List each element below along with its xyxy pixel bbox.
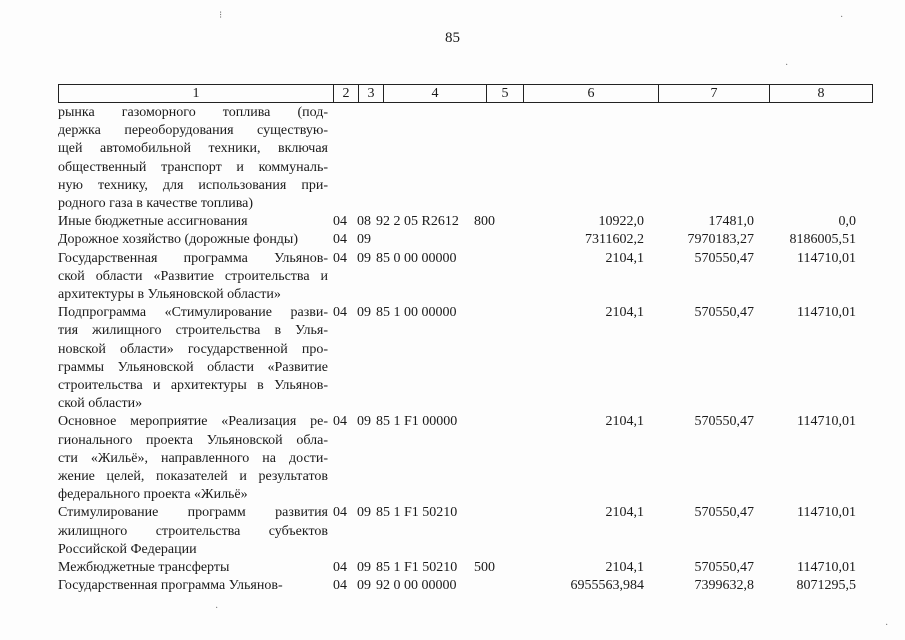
row-description: [58, 250, 328, 305]
cell-c2: 04: [333, 305, 347, 321]
cell-c7: 570550,47: [694, 505, 754, 521]
cell-c6: 2104,1: [605, 250, 644, 266]
cell-c8: 0,0: [838, 214, 856, 230]
table-row: [58, 504, 856, 559]
cell-c4: 85 1 F1 50210: [376, 560, 458, 576]
cell-c7: [644, 104, 754, 213]
cell-c4: 85 1 F1 00000: [376, 414, 458, 430]
description-line: рынка газоморного топлива (под-: [58, 105, 328, 120]
description-line: архитектуры в Ульяновской области»: [58, 287, 281, 303]
cell-c7: 570550,47: [694, 414, 754, 430]
description-line: ную технику, для использования при-: [58, 177, 328, 193]
column-header-7: 7: [659, 85, 770, 103]
description-line: новской области» государственной про-: [58, 341, 328, 357]
column-header-3: 3: [359, 85, 384, 103]
cell-c8: 114710,01: [797, 414, 856, 430]
description-line: общественный транспорт и коммуналь-: [58, 159, 328, 175]
cell-c2: 04: [333, 250, 347, 266]
description-line: Подпрограмма «Стимулирование разви-: [58, 305, 328, 321]
cell-c2: 04: [333, 214, 347, 230]
budget-table: [58, 104, 856, 595]
description-line: сти «Жильё», направленного на дости-: [58, 450, 328, 466]
cell-c3: [352, 104, 376, 213]
cell-c4: 85 0 00 00000: [376, 250, 457, 266]
cell-c5: [474, 504, 510, 559]
cell-c6: 2104,1: [605, 414, 644, 430]
cell-c2: 04: [333, 505, 347, 521]
cell-c7: 570550,47: [694, 250, 754, 266]
cell-c5: [474, 577, 510, 595]
cell-c6: 2104,1: [605, 505, 644, 521]
cell-c5: [474, 104, 510, 213]
table-row: [58, 104, 856, 213]
description-line: держка переоборудования существую-: [58, 123, 328, 139]
cell-c8: 114710,01: [797, 505, 856, 521]
description-line: родного газа в качестве топлива): [58, 196, 254, 212]
row-description: [58, 231, 328, 249]
description-line: жение целей, показателей и результатов: [58, 469, 328, 485]
description-line: Государственная программа Ульянов-: [58, 250, 328, 266]
table-row: [58, 577, 856, 595]
description-line: щей автомобильной техники, включая: [58, 141, 328, 157]
table-row: [58, 231, 856, 249]
cell-c2: 04: [333, 578, 347, 594]
column-header-4: 4: [384, 85, 487, 103]
cell-c3: 09: [357, 232, 371, 248]
cell-c2: 04: [333, 414, 347, 430]
cell-c7: 7399632,8: [694, 578, 754, 594]
cell-c5: [474, 413, 510, 504]
description-line: граммы Ульяновской области «Развитие: [58, 359, 328, 375]
description-line: ской области «Развитие строительства и: [58, 268, 328, 284]
row-description: [58, 413, 328, 504]
description-line: тия жилищного строительства в Улья-: [58, 323, 328, 339]
table-row: [58, 304, 856, 413]
cell-c8: [754, 104, 856, 213]
scan-speck: ·: [885, 620, 889, 631]
description-line: Межбюджетные трансферты: [58, 560, 230, 576]
description-line: строительства и архитектуры в Ульянов-: [58, 378, 328, 394]
column-header-row: [59, 85, 873, 103]
cell-c5: [474, 304, 510, 413]
row-description: [58, 213, 328, 231]
cell-c4: 92 0 00 00000: [376, 578, 457, 594]
description-line: жилищного строительства субъектов: [58, 523, 328, 539]
table-row: [58, 213, 856, 231]
column-header-1: 1: [59, 85, 334, 103]
cell-c4: [376, 104, 474, 213]
cell-c5: 500: [474, 560, 495, 576]
cell-c7: 570550,47: [694, 305, 754, 321]
description-line: Стимулирование программ развития: [58, 505, 328, 521]
cell-c4: 85 1 F1 50210: [376, 505, 458, 521]
cell-c2: 04: [333, 232, 347, 248]
description-line: ской области»: [58, 396, 143, 412]
cell-c8: 8186005,51: [789, 232, 856, 248]
cell-c3: 08: [357, 214, 371, 230]
description-line: Российской Федерации: [58, 541, 197, 557]
scan-speck: ⁝: [219, 10, 223, 21]
scan-speck: ·: [785, 60, 789, 71]
row-description: [58, 504, 328, 559]
cell-c3: 09: [357, 250, 371, 266]
description-line: Основное мероприятие «Реализация ре-: [58, 414, 328, 430]
column-header-5: 5: [487, 85, 524, 103]
cell-c8: 114710,01: [797, 560, 856, 576]
table-row: [58, 413, 856, 504]
row-description: [58, 104, 328, 213]
row-description: [58, 559, 328, 577]
cell-c2: [328, 104, 352, 213]
cell-c7: 570550,47: [694, 560, 754, 576]
cell-c5: [474, 250, 510, 305]
column-header-8: 8: [770, 85, 873, 103]
cell-c3: 09: [357, 560, 371, 576]
cell-c8: 8071295,5: [796, 578, 856, 594]
cell-c8: 114710,01: [797, 250, 856, 266]
table-row: [58, 559, 856, 577]
cell-c4: 85 1 00 00000: [376, 305, 457, 321]
cell-c7: 7970183,27: [687, 232, 754, 248]
cell-c7: 17481,0: [708, 214, 754, 230]
description-line: Дорожное хозяйство (дорожные фонды): [58, 232, 299, 248]
scan-speck: ·: [840, 12, 844, 23]
cell-c3: 09: [357, 505, 371, 521]
cell-c6: 7311602,2: [585, 232, 644, 248]
description-line: Иные бюджетные ассигнования: [58, 214, 248, 230]
cell-c6: [510, 104, 644, 213]
cell-c3: 09: [357, 305, 371, 321]
cell-c8: 114710,01: [797, 305, 856, 321]
description-line: федерального проекта «Жильё»: [58, 487, 248, 503]
scan-speck: ·: [215, 603, 219, 614]
column-header-2: 2: [334, 85, 359, 103]
table-row: [58, 250, 856, 305]
cell-c6: 2104,1: [605, 560, 644, 576]
cell-c5: [474, 231, 510, 249]
cell-c3: 09: [357, 414, 371, 430]
cell-c6: 2104,1: [605, 305, 644, 321]
cell-c4: 92 2 05 R2612: [376, 214, 459, 230]
description-line: Государственная программа Ульянов-: [58, 578, 283, 594]
cell-c5: 800: [474, 214, 495, 230]
cell-c3: 09: [357, 578, 371, 594]
column-header-6: 6: [524, 85, 659, 103]
description-line: гионального проекта Ульяновской обла-: [58, 432, 328, 448]
cell-c4: [376, 231, 474, 249]
row-description: [58, 304, 328, 413]
cell-c6: 6955563,984: [570, 578, 644, 594]
row-description: [58, 577, 328, 595]
cell-c6: 10922,0: [598, 214, 644, 230]
column-header-table: [58, 84, 873, 103]
page-number: 85: [445, 30, 460, 46]
cell-c2: 04: [333, 560, 347, 576]
